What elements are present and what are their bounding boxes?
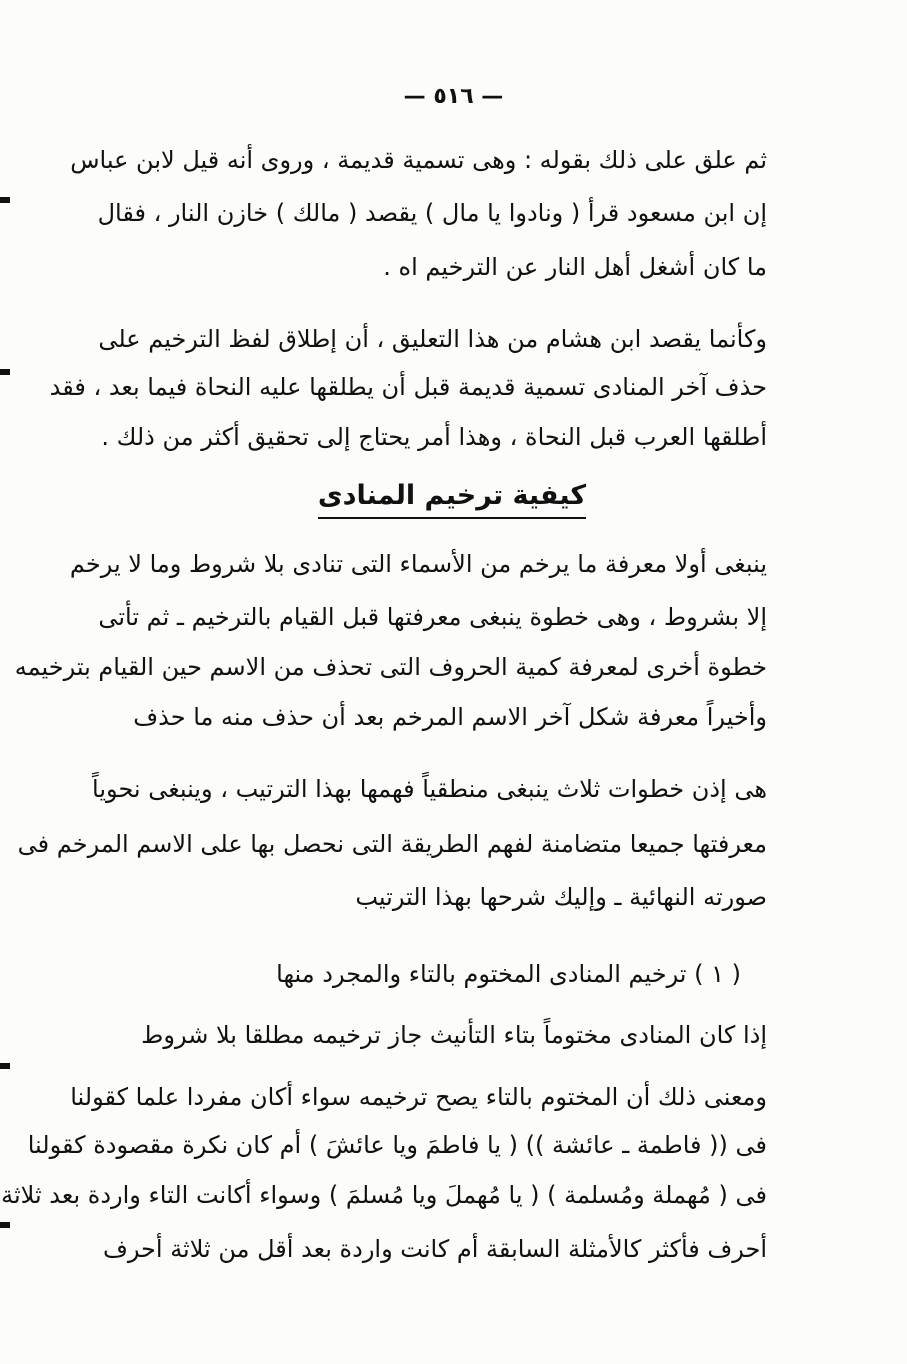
page-number: — ٥١٦ —: [403, 84, 504, 109]
paragraph-2-line-2: حذف آخر المنادى تسمية قديمة قبل أن يطلقها عليه النحاة فيما بعد ، فقد: [49, 373, 767, 401]
paragraph-1-line-2: إن ابن مسعود قرأ ( ونادوا يا مال ) يقصد ( مالك ) خازن النار ، فقال: [97, 199, 767, 227]
margin-mark: [0, 1222, 10, 1228]
section-heading: [137, 480, 767, 511]
margin-mark: [0, 1063, 10, 1069]
paragraph-6-line-1: ومعنى ذلك أن المختوم بالتاء يصح ترخيمه سواء أكان مفردا علما كقولنا: [70, 1083, 767, 1111]
paragraph-2-line-1: وكأنما يقصد ابن هشام من هذا التعليق ، أن إطلاق لفظ الترخيم على: [98, 325, 767, 353]
paragraph-6-line-3: فى ( مُهملة ومُسلمة ) ( يا مُهملَ ويا مُسلمَ ) وسواء أكانت التاء واردة بعد ثلاثة: [1, 1181, 767, 1209]
paragraph-5-line-1: إذا كان المنادى مختوماً بتاء التأنيث جاز ترخيمه مطلقا بلا شروط: [141, 1021, 767, 1049]
margin-mark: [0, 369, 10, 375]
paragraph-4-line-2: معرفتها جميعا متضامنة لفهم الطريقة التى نحصل بها على الاسم المرخم فى: [17, 830, 767, 858]
margin-mark: [0, 197, 10, 203]
paragraph-1-line-3: ما كان أشغل أهل النار عن الترخيم اه .: [383, 253, 767, 281]
paragraph-4-line-1: هى إذن خطوات ثلاث ينبغى منطقياً فهمها بهذا الترتيب ، وينبغى نحوياً: [92, 775, 767, 803]
paragraph-1-line-1: ثم علق على ذلك بقوله : وهى تسمية قديمة ، وروى أنه قيل لابن عباس: [70, 146, 767, 174]
subsection-heading: ( ١ ) ترخيم المنادى المختوم بالتاء والمجرد منها: [276, 960, 741, 988]
section-heading-text: كيفية ترخيم المنادى: [318, 480, 586, 519]
paragraph-6-line-2: فى (( فاطمة ـ عائشة )) ( يا فاطمَ ويا عائشَ ) أم كان نكرة مقصودة كقولنا: [27, 1131, 767, 1159]
paragraph-3-line-2: إلا بشروط ، وهى خطوة ينبغى معرفتها قبل القيام بالترخيم ـ ثم تأتى: [98, 603, 767, 631]
paragraph-3-line-4: وأخيراً معرفة شكل آخر الاسم المرخم بعد أن حذف منه ما حذف: [133, 703, 767, 731]
paragraph-2-line-3: أطلقها العرب قبل النحاة ، وهذا أمر يحتاج إلى تحقيق أكثر من ذلك .: [101, 423, 767, 451]
paragraph-4-line-3: صورته النهائية ـ وإليك شرحها بهذا الترتيب: [355, 883, 767, 911]
paragraph-6-line-4: أحرف فأكثر كالأمثلة السابقة أم كانت واردة بعد أقل من ثلاثة أحرف: [102, 1235, 767, 1263]
paragraph-3-line-1: ينبغى أولا معرفة ما يرخم من الأسماء التى تنادى بلا شروط وما لا يرخم: [69, 550, 767, 578]
paragraph-3-line-3: خطوة أخرى لمعرفة كمية الحروف التى تحذف من الاسم حين القيام بترخيمه: [14, 653, 767, 681]
